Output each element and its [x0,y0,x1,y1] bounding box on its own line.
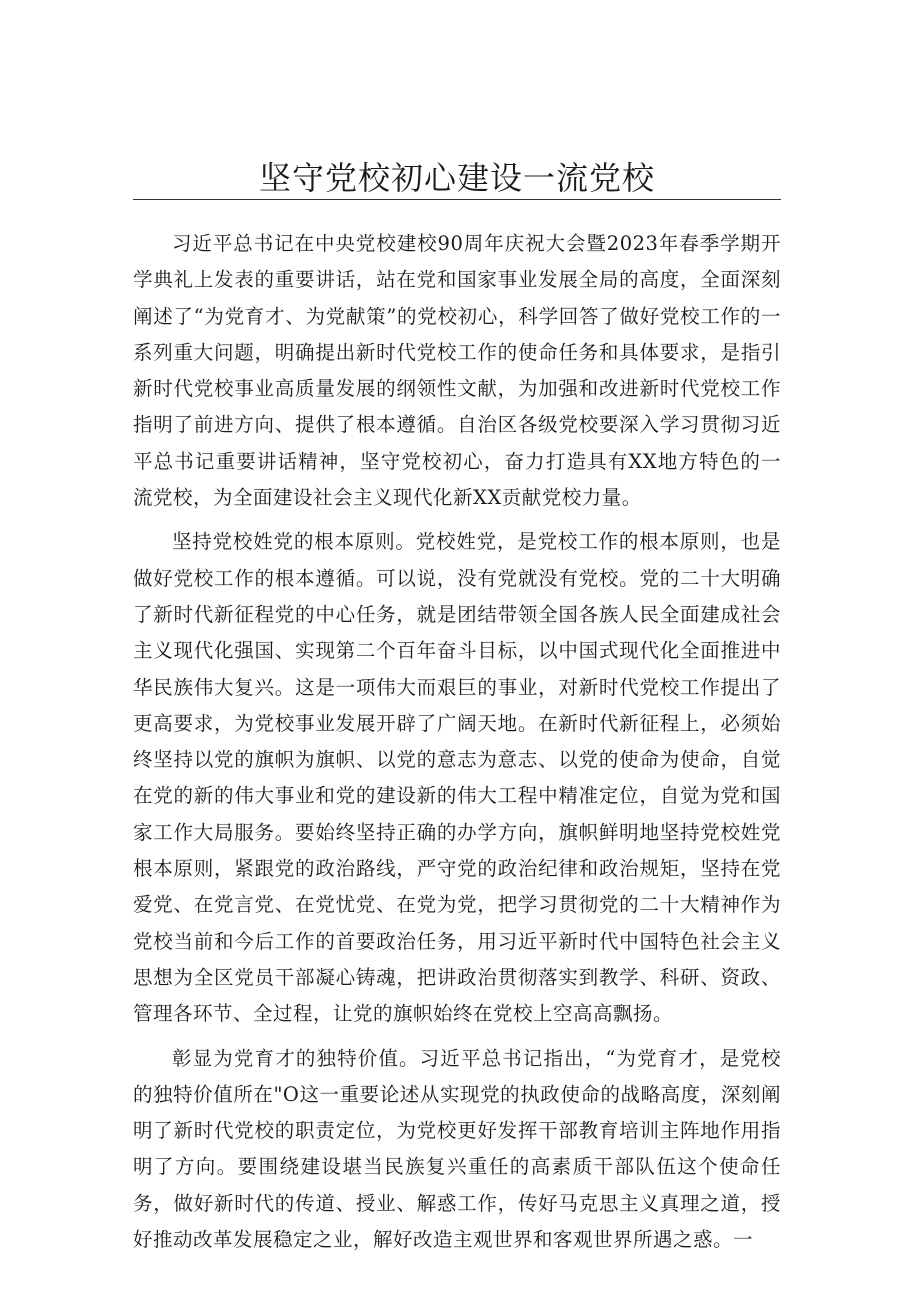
document-body [133,226,781,1266]
paragraph: 坚持党校姓党的根本原则。党校姓党，是党校工作的根本原则，也是做好党校工作的根本遵循。可以说，没有党就没有党校。党的二十大明确了新时代新征程党的中心任务，就是团结带领全国各族人民全面建成社会主义现代化强国、实现第二个百年奋斗目标，以中国式现代化全面推进中华民族伟大复兴。这是一项伟大而艰巨的事业，对新时代党校工作提出了更高要求，为党校事业发展开辟了广阔天地。在新时代新征程上，必须始终坚持以党的旗帜为旗帜、以党的意志为意志、以党的使命为使命，自觉在党的新的伟大事业和党的建设新的伟大工程中精准定位，自觉为党和国家工作大局服务。要始终坚持正确的办学方向，旗帜鲜明地坚持党校姓党根本原则，紧跟党的政治路线，严守党的政治纪律和政治规矩，坚持在党爱党、在党言党、在党忧党、在党为党，把学习贯彻党的二十大精神作为党校当前和今后工作的首要政治任务，用习近平新时代中国特色社会主义思想为全区党员干部凝心铸魂，把讲政治贯彻落实到教学、科研、资政、管理各环节、全过程，让党的旗帜始终在党校上空高高飘扬。 [133,530,781,1026]
paragraph: 彰显为党育才的独特价值。习近平总书记指出，“为党育才，是党校的独特价值所在"O这一重要论述从实现党的执政使命的战略高度，深刻阐明了新时代党校的职责定位，为党校更好发挥干部教育培训主阵地作用指明了方向。要围绕建设堪当民族复兴重任的高素质干部队伍这个使命任务，做好新时代的传道、授业、解惑工作，传好马克思主义真理之道，授好推动改革发展稳定之业，解好改造主观世界和客观世界所遇之惑。一 [133,1046,781,1252]
title-divider [133,199,781,200]
document-title: 坚守党校初心建设一流党校 [258,159,655,197]
paragraph: 习近平总书记在中央党校建校90周年庆祝大会暨2023年春季学期开学典礼上发表的重要讲话，站在党和国家事业发展全局的高度，全面深刻阐述了“为党育才、为党献策”的党校初心，科学回答了做好党校工作的一系列重大问题，明确提出新时代党校工作的使命任务和具体要求，是指引新时代党校事业高质量发展的纲领性文献，为加强和改进新时代党校工作指明了前进方向、提供了根本遵循。自治区各级党校要深入学习贯彻习近平总书记重要讲话精神，坚守党校初心，奋力打造具有XX地方特色的一流党校，为全面建设社会主义现代化新XX贡献党校力量。 [133,232,781,510]
